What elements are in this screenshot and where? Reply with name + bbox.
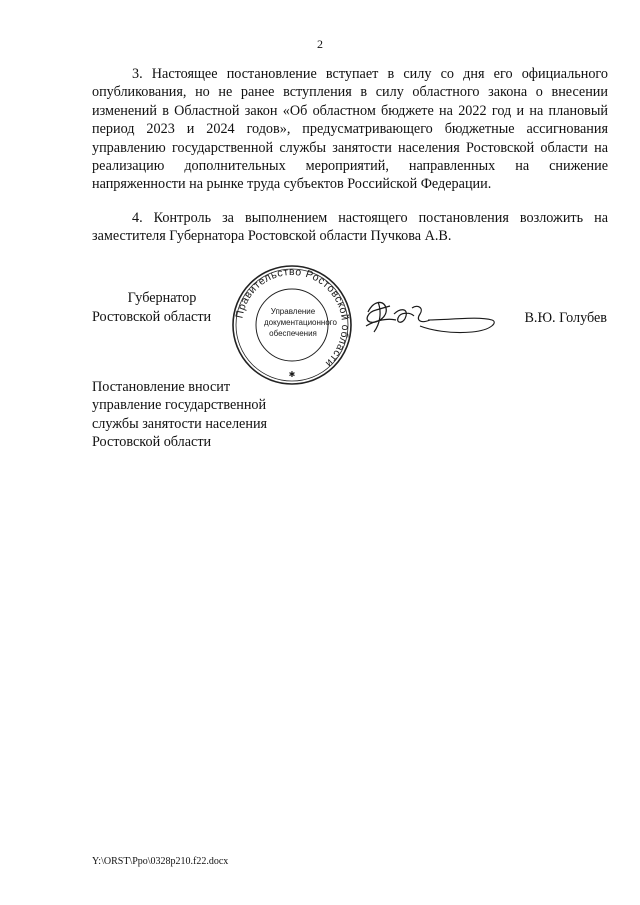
paragraph-4: 4. Контроль за выполнением настоящего постановления возложить на заместителя Губернатора Ростовской области Пучкова А.В. <box>92 210 608 245</box>
handwritten-signature <box>360 290 500 350</box>
signatory-title-line1: Губернатор <box>127 290 197 306</box>
submitter-line2: управление государственной <box>92 397 267 414</box>
signatory-title <box>92 289 232 327</box>
seal-star-icon: ✱ <box>288 370 296 379</box>
signatory-title-line2: Ростовской области <box>92 309 212 325</box>
seal-inner-text: Управление документационного обеспечения <box>264 307 337 338</box>
signer-name: В.Ю. Голубев <box>524 310 607 326</box>
submitter-line3: службы занятости населения <box>92 415 268 432</box>
page-number: 2 <box>317 37 323 51</box>
submitter-note <box>92 378 312 452</box>
submitter-line4: Ростовской области <box>92 434 212 451</box>
paragraph-3: 3. Настоящее постановление вступает в силу со дня его официального опубликования, но не ранее вступления в силу областного закона о внесении изменений в Областной закон «Об областном бюджете на 2022 год и на плановый период 2023 и 2024 годов», предусматривающего бюджетные ассигнования управлению государственной службы занятости населения Ростовской области на реализацию дополнительных мероприятий, направленных на снижение напряженности на рынке труда субъектов Российской Федерации. <box>92 66 608 193</box>
submitter-line1: Постановление вносит <box>92 379 231 395</box>
footer-file-path: Y:\ORST\Ppo\0328p210.f22.docx <box>92 856 229 867</box>
seal-outer-text: Правительство Ростовской области <box>233 265 352 370</box>
